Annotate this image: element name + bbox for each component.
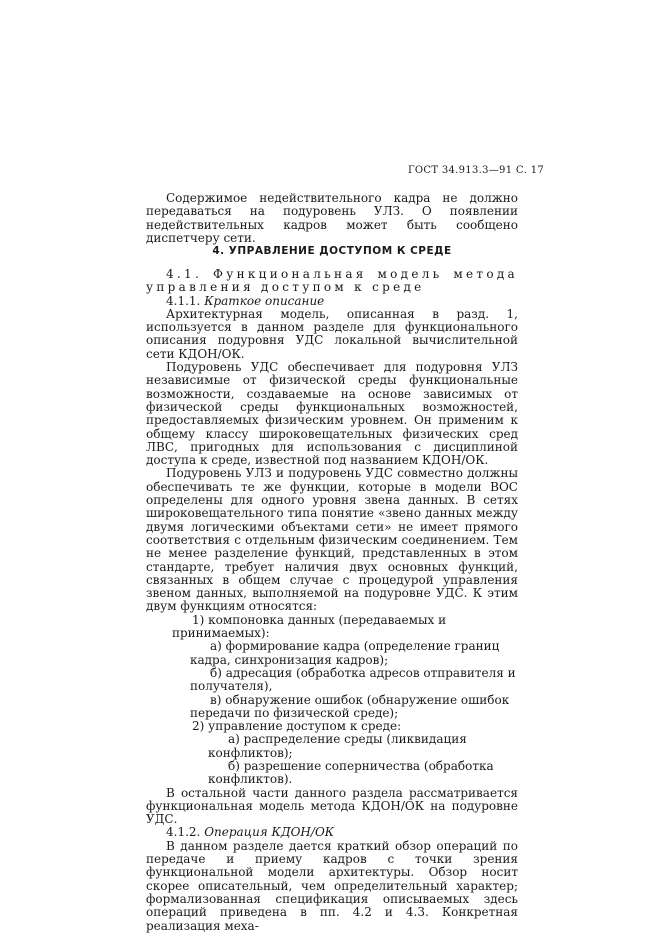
paragraph-architecture: Архитектурная модель, описанная в разд. 1, используется в данном разделе для функционального описания подуровня УДС локальной вычислительной сети КДОН/ОК.	[146, 306, 518, 361]
section-body	[146, 268, 518, 933]
paragraph-mac-sublayer: Подуровень УДС обеспечивает для подуровня УЛЗ независимые от физической среды функциональные возможности, создаваемые на основе зависимых от физической среды функциональных возможностей, предоставляемых физическим уровнем. Он применим к общему классу широковещательных физических сред ЛВС, пригодных для использования с дисциплиной доступа к среде, известной под названием КДОН/ОК.	[146, 360, 518, 468]
intro-paragraph: Содержимое недействительного кадра не должно передаваться на подуровень УЛЗ. О появлении недействительных кадров может быть сообщено диспетчеру сети.	[146, 191, 518, 245]
intro-block	[146, 192, 518, 245]
paragraph-overview: В данном разделе дается краткий обзор операций по передаче и приему кадров с точки зрения функциональной модели архитектуры. Обзор носит скорее описательный, чем определительный характер; формализованная спецификация описываемых здесь операций приведена в пп. 4.2 и 4.3. Конкретная реализация меха-	[146, 838, 518, 933]
subsection-4-1-1-title: Краткое описание	[204, 293, 325, 308]
subsection-4-1-2-number: 4.1.2.	[166, 825, 201, 840]
list-item: б) адресация (обработка адресов отправителя и получателя),	[190, 665, 516, 694]
list-item: а) формирование кадра (определение границ кадра, синхронизация кадров);	[190, 639, 500, 667]
subsection-4-1-1-number: 4.1.1.	[166, 293, 201, 308]
list-item: в) обнаружение ошибок (обнаружение ошибок передачи по физической среде);	[190, 692, 510, 720]
list-item: 1) компоновка данных (передаваемых и принимаемых):	[172, 612, 447, 641]
subsection-4-1-heading: 4.1. Функциональная модель метода управления доступом к среде	[146, 267, 518, 295]
paragraph-remainder: В остальной части данного раздела рассматривается функциональная модель метода КДОН/ОК на подуровне УДС.	[146, 785, 518, 827]
subsection-4-1-2-title: Операция КДОН/ОК	[204, 825, 335, 840]
list-item: б) разрешение соперничества (обработка конфликтов).	[208, 758, 494, 787]
list-item: 2) управление доступом к среде:	[192, 719, 402, 734]
subsection-4-1-2-heading	[146, 826, 518, 839]
subsection-4-1-1-heading	[146, 295, 518, 308]
list-item: а) распределение среды (ликвидация конфликтов);	[208, 732, 467, 760]
paragraph-llc-mac: Подуровень УЛЗ и подуровень УДС совместно должны обеспечивать те же функции, которые в модели ВОС определены для одного уровня звена данных. В сетях широковещательного типа понятие «звено данных между двумя логическими объектами сети» не имеет прямого соответствия с отдельным физическим соединением. Тем не менее разделение функций, представленных в этом стандарте, требует наличия двух основных функций, связанных в общем случае с процедурой управления звеном данных, выполняемой на подуровне УДС. К этим двум функциям относятся:	[146, 466, 518, 614]
page-header: ГОСТ 34.913.3—91 С. 17	[408, 165, 545, 176]
section-title: 4. УПРАВЛЕНИЕ ДОСТУПОМ К СРЕДЕ	[212, 245, 452, 257]
